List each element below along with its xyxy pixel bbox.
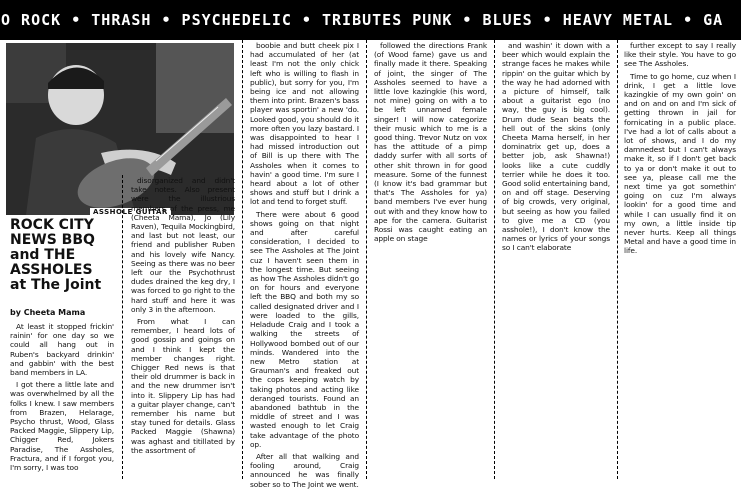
article-byline: by Cheeta Mama [10,308,86,317]
paragraph: boobie and butt cheek pix I had accumulated of her (at least I'm not the only chick left who is willing to flash in public), but sorry for you, I'm being ice and not allowing them into print. Brazen's bass player was sportin' a new 'do. Looked good, you should do it more often you lazy bastard. I was disappointed to hear I had missed introduction out of Bill is up there with The Assholes when it comes to havin' a good time. I'm sure I heard about a lot of other shows and stuff but I drink a lot and tend to forget stuff. [250,41,359,207]
column-2 [131,176,235,455]
paragraph: After all that walking and fooling around, Craig announced he was finally sober so to The Joint we went. [250,451,359,489]
paragraph: disorganized and didn't take notes. Also present were the illustrious members of the press, me (Cheeta Mama), Jo (Lily Raven), Tequila Mockingbird, and last but not least, our friend and publisher Ruben and his lovely wife Nancy. Seeing as there was no beer left our the Psychothrust dudes drained the keg dry, I was forced to go right to the hard stuff and here it was only 3 in the afternoon. [131,176,235,314]
paragraph: and washin' it down with a beer which would explain the strange faces he makes while rippin' on the guitar which by the way he had adorned with a picture of himself, talk about a guitarist ego (no way, the guy is big cool). Drum dude Sean beats the hell out of the skins (only Cheeta Mama herself, in her dominatrix get up, does a better job, ask Shawna!) looks like a cute cuddly terrier while he does it too. Good solid entertaining band, on and off stage. Deserving of big crowds, very original, but seeing as how you failed to give me a CD (you asshole!), I don't know the names or lyrics of your songs so I can't elaborate [502,41,610,253]
column-3 [250,41,359,489]
article-page [0,40,741,489]
column-divider [617,40,618,479]
paragraph: From what I can remember, I heard lots of good gossip and goings on and I think I kept the member changes right. Chigger Red news is that their old drummer is back in and the new drummer isn't into it. Slippery Lip has had a guitar player change, can't remember his name but stay tuned for details. Glass Packed Maggie (Shawna) was aghast and titillated by the assortment of [131,317,235,455]
paragraph: At least it stopped frickin' rainin' for one day so we could all hang out in Ruben's backyard drinkin' and gabbin' with the best band members in LA. [10,322,114,378]
column-divider [122,175,123,479]
paragraph: There were about 6 good shows going on that night and after careful consideration, I decided to see The Assholes at The Joint cuz I haven't seen them in the longest time. But seeing as how The Assholes didn't go on for hours and everyone left the BBQ and both my so called designated driver and I were loaded to the gills, Heladude Craig and I took a walking the streets of Hollywood bombed out of our minds. Wandered into the new Metro station at Grauman's and freaked out the cops keeping watch by taking photos and acting like deranged tourists. Found an abandoned bathtub in the middle of street and I was wasted enough to let Craig take advantage of the photo op. [250,209,359,449]
paragraph: I got there a little late and was overwhelmed by all the folks I knew. I saw members from Brazen, Helarage, Psycho thrust, Wood, Glass Packed Maggie, Slippery Lip, Chigger Red, Jokers Paradise, The Assholes, Fractura, and if I forgot you, I'm sorry, I was too [10,380,114,473]
column-divider [494,40,495,479]
column-divider [366,40,367,479]
column-6 [624,41,736,256]
photo-caption: ASSHOLE GUITAR [90,208,171,216]
genre-banner-text: O ROCK • THRASH • PSYCHEDELIC • TRIBUTES PUNK • BLUES • HEAVY METAL • GA [1,11,724,29]
column-divider [242,40,243,479]
column-4 [374,41,487,243]
column-1 [10,322,114,472]
paragraph: followed the directions Frank (of Wood fame) gave us and finally made it there. Speaking of joint, the singer of The Assholes seemed to have a little love kazingkie (his word, not mine) going on with a to be left unnamed female singer! I will now categorize their music which to me is a good thing. Trevor Nutz on vox has the attitude of a pimp daddy surfer with all sorts of other shit thrown in for good measure. Some of the funnest (I know it's bad grammar but that's The Assholes for ya) band members I've ever hung out with and they know how to ape for the camera. Guitarist Rossi was caught eating an apple on stage [374,41,487,244]
paragraph: further except to say I really like their style. You have to go see The Assholes. [624,41,736,69]
genre-banner [0,0,741,40]
column-5 [502,41,610,253]
article-headline: ROCK CITY NEWS BBQ and THE ASSHOLES at The Joint [10,217,102,293]
paragraph: Time to go home, cuz when I drink, I get a little love kazingkie of my own goin' on and on and on and I'm sick of getting thrown in jail for fornicating in a public place. I've had a lot of calls about a lot of shows, and I do my damnedest but I can't always make it, so if I don't get back to ya or don't make it out to see ya, please call me the next time ya got somethin' going on cuz I'm always lookin' for a good time and while I can usually find it on my own, a little inside tip never hurts. Keep all things Metal and have a good time in life. [624,71,736,256]
